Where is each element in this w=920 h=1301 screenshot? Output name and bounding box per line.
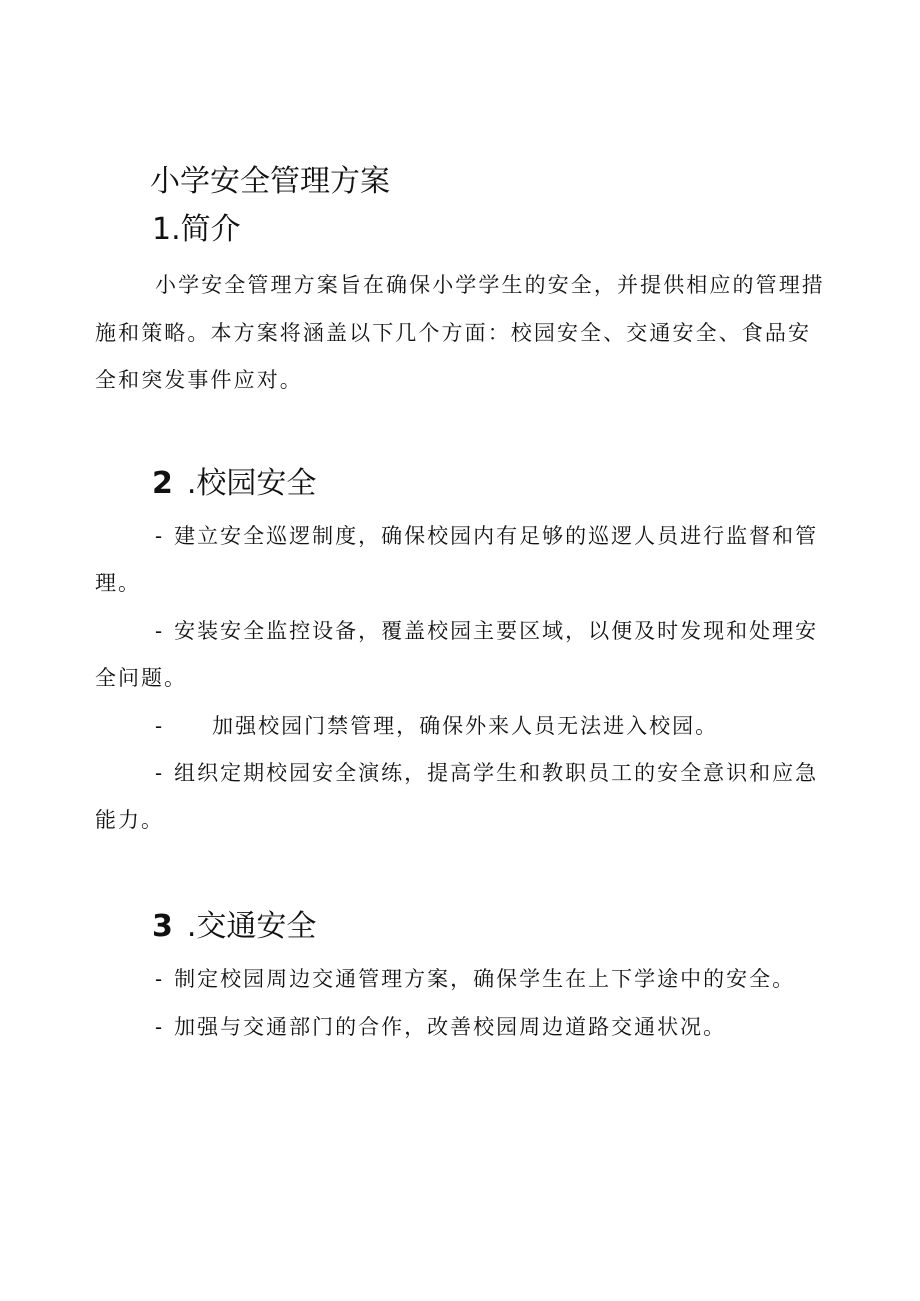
section-title: .交通安全 [186, 909, 317, 944]
list-item-continuation: 全问题。 [95, 666, 187, 690]
intro-paragraph [95, 262, 827, 405]
list-dash: - [155, 619, 165, 643]
document-title: 小学安全管理方案 [150, 164, 390, 199]
section-title: .校园安全 [186, 466, 317, 501]
list-item [95, 608, 827, 702]
list-item-continuation: 能力。 [95, 808, 164, 832]
section-heading-campus [152, 462, 316, 506]
list-item-text: 加强与交通部门的合作，改善校园周边道路交通状况。 [174, 1015, 727, 1039]
section-number: 3 [152, 909, 173, 944]
list-item [155, 1004, 827, 1051]
list-dash: - [155, 714, 165, 738]
section-title: 简介 [180, 212, 241, 247]
list-item-text: 加强校园门禁管理，确保外来人员无法进入校园。 [212, 714, 719, 738]
paragraph-line [95, 357, 827, 405]
list-item-text: 安装安全监控设备，覆盖校园主要区域，以便及时发现和处理安 [174, 619, 819, 643]
list-item [95, 750, 827, 844]
section-heading-traffic [152, 905, 316, 949]
list-item-text: 建立安全巡逻制度，确保校园内有足够的巡逻人员进行监督和管 [174, 524, 819, 548]
list-item [95, 513, 827, 607]
paragraph-text: 全和突发事件应对。 [95, 368, 303, 392]
paragraph-line [95, 262, 827, 310]
paragraph-line [95, 310, 827, 358]
paragraph-text: 施和策略。本方案将涵盖以下几个方面：校园安全、交通安全、食品安 [95, 320, 812, 345]
paragraph-text: 小学安全管理方案旨在确保小学学生的安全，并提供相应的管理措 [155, 273, 825, 297]
section-number: 2 [152, 466, 173, 501]
list-item-text: 制定校园周边交通管理方案，确保学生在上下学途中的安全。 [174, 967, 796, 991]
list-item-continuation: 理。 [95, 571, 141, 595]
list-dash: - [155, 761, 165, 785]
list-dash: - [155, 967, 165, 991]
list-item [155, 956, 827, 1003]
section-number: 1. [152, 212, 181, 247]
list-dash: - [155, 1015, 165, 1039]
list-item-text: 组织定期校园安全演练，提高学生和教职员工的安全意识和应急 [174, 761, 819, 785]
list-dash: - [155, 524, 165, 548]
section-heading-intro [152, 208, 241, 252]
list-item [155, 703, 827, 750]
